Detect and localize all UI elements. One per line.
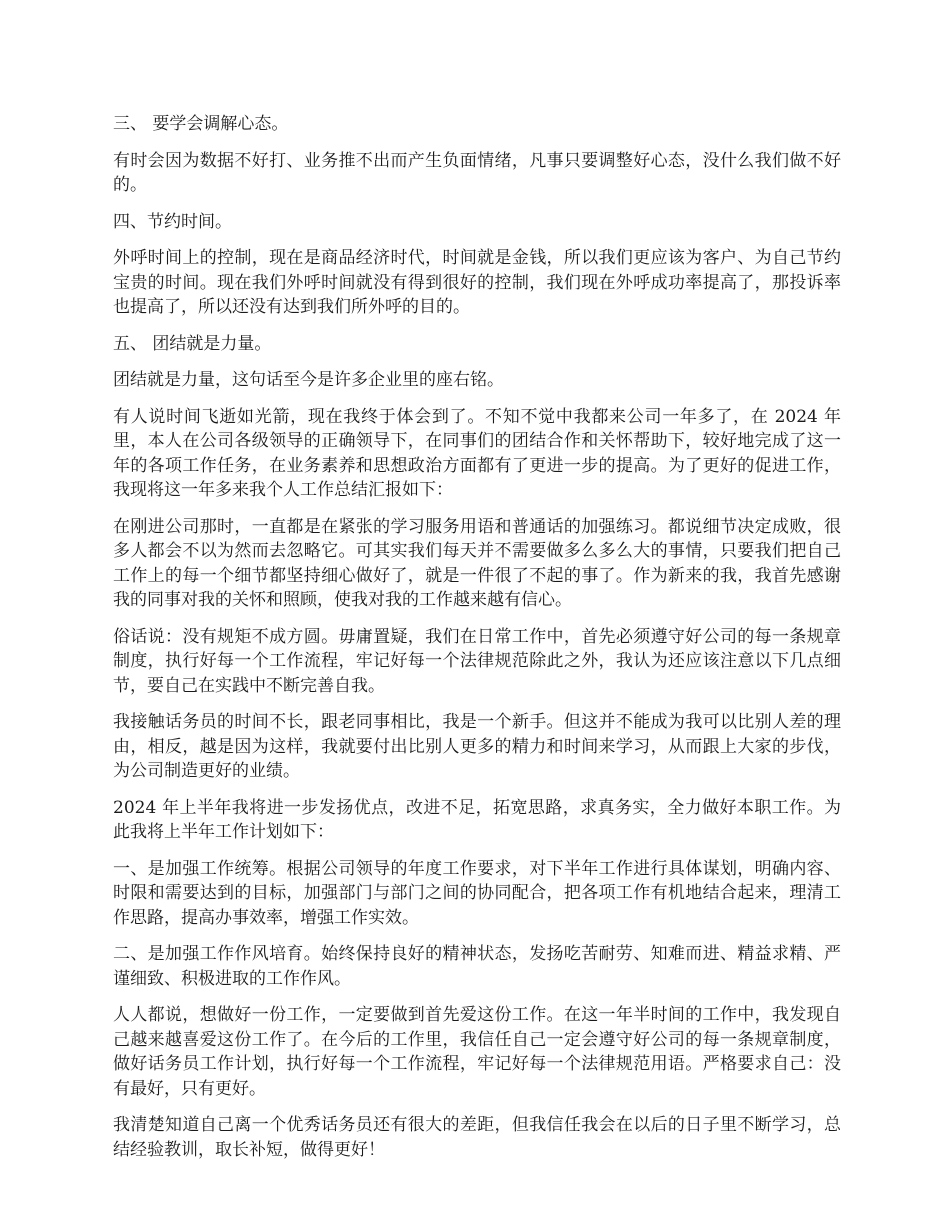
document-body xyxy=(113,112,841,1174)
section-heading: 三、 要学会调解心态。 xyxy=(113,114,289,134)
paragraph: 在刚进公司那时，一直都是在紧张的学习服务用语和普通话的加强练习。都说细节决定成败，很多人都会不以为然而去忽略它。可其实我们每天并不需要做多么多么大的事情，只要我们把自己工作上的每一个细节都坚持细心做好了，就是一件很了不起的事了。作为新来的我，我首先感谢我的同事对我的关怀和照顾，使我对我的工作越来越有信心。 xyxy=(113,516,841,610)
paragraph: 俗话说：没有规矩不成方圆。毋庸置疑，我们在日常工作中，首先必须遵守好公司的每一条规章制度，执行好每一个工作流程，牢记好每一个法律规范除此之外，我认为还应该注意以下几点细节，要自己在实践中不断完善自我。 xyxy=(113,626,841,696)
paragraph: 有人说时间飞逝如光箭，现在我终于体会到了。不知不觉中我都来公司一年多了，在 2024 年里，本人在公司各级领导的正确领导下，在同事们的团结合作和关怀帮助下，较好地完成了这一年的各项工作任务，在业务素养和思想政治方面都有了更进一步的提高。为了更好的促进工作，我现将这一年多来我个人工作总结汇报如下： xyxy=(113,406,841,500)
paragraph: 人人都说，想做好一份工作，一定要做到首先爱这份工作。在这一年半时间的工作中，我发现自己越来越喜爱这份工作了。在今后的工作里，我信任自己一定会遵守好公司的每一条规章制度，做好话务员工作计划，执行好每一个工作流程，牢记好每一个法律规范用语。严格要求自己：没有最好，只有更好。 xyxy=(113,1005,841,1099)
paragraph: 团结就是力量，这句话至今是许多企业里的座右铭。 xyxy=(113,370,504,390)
section-heading: 五、 团结就是力量。 xyxy=(113,333,272,354)
paragraph: 2024 年上半年我将进一步发扬优点，改进不足，拓宽思路，求真务实，全力做好本职工作。为此我将上半年工作计划如下： xyxy=(113,797,841,842)
section-heading: 四、节约时间。 xyxy=(113,211,232,232)
paragraph: 一、是加强工作统筹。根据公司领导的年度工作要求，对下半年工作进行具体谋划，明确内容、时限和需要达到的目标，加强部门与部门之间的协同配合，把各项工作有机地结合起来，理清工作思路，提高办事效率，增强工作实效。 xyxy=(113,858,841,928)
paragraph: 有时会因为数据不好打、业务推不出而产生负面情绪，凡事只要调整好心态，没什么我们做不好的。 xyxy=(113,150,841,195)
paragraph: 外呼时间上的控制，现在是商品经济时代，时间就是金钱，所以我们更应该为客户、为自己节约宝贵的时间。现在我们外呼时间就没有得到很好的控制，我们现在外呼成功率提高了，那投诉率也提高了，所以还没有达到我们所外呼的目的。 xyxy=(113,248,841,317)
paragraph: 我接触话务员的时间不长，跟老同事相比，我是一个新手。但这并不能成为我可以比别人差的理由，相反，越是因为这样，我就要付出比别人更多的精力和时间来学习，从而跟上大家的步伐，为公司制造更好的业绩。 xyxy=(113,712,841,781)
paragraph: 二、是加强工作作风培育。始终保持良好的精神状态，发扬吃苦耐劳、知难而进、精益求精、严谨细致、积极进取的工作作风。 xyxy=(113,944,841,989)
paragraph: 我清楚知道自己离一个优秀话务员还有很大的差距，但我信任我会在以后的日子里不断学习，总结经验教训，取长补短，做得更好！ xyxy=(113,1115,841,1160)
